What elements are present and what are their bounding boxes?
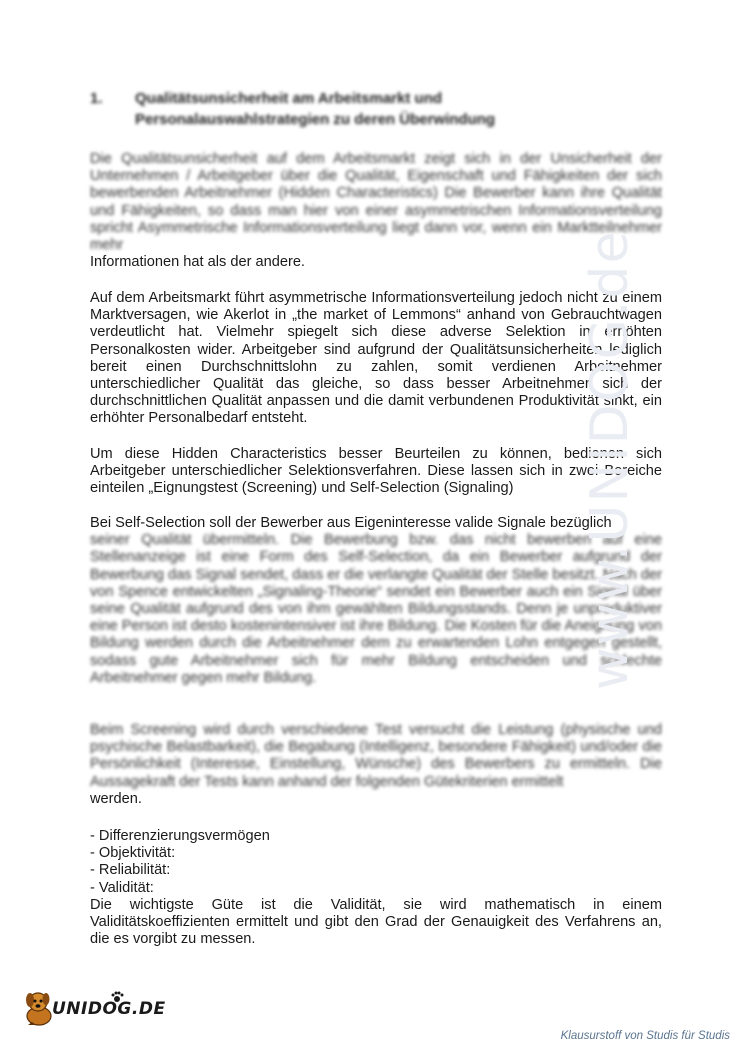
list-item: - Differenzierungsvermögen	[90, 828, 270, 844]
selektion-paragraph	[90, 446, 662, 498]
list-item: - Reliabilität:	[90, 862, 171, 879]
unidog-logo	[22, 988, 166, 1038]
self-selection-paragraph	[90, 515, 662, 687]
paragraph-text: Um diese Hidden Characteristics besser Beurteilen zu können, bedienen sich Arbeitgeber unterschiedlicher Selektionsverfahren. Diese lassen sich in zwei Bereiche einteilen „Eignungstest (Screening) und Self-Selection (Signaling)	[90, 446, 662, 497]
visible-text: werden.	[90, 790, 142, 807]
blurred-text: Beim Screening wird durch verschiedene Test versucht die Leistung (physische und psychische Belastbarkeit), die Begabung (Intelligenz, besondere Fähigkeit) und/oder die Persönlichkeit (Interesse, Einstellung, Wünsche) des Bewerbers zu ermitteln. Die Aussagekraft der Tests kann anhand der folgenden Gütekriterien ermittelt	[90, 722, 662, 790]
criteria-section	[90, 828, 662, 948]
list-item: - Validität:	[90, 879, 154, 896]
blurred-text: seiner Qualität übermitteln. Die Bewerbung bzw. das nicht bewerben auf eine Stellenanzeige ist eine Form des Self-Selection, da ein Bewerber aufgrund der Bewerbung das Signal sendet, dass er die verlangte Qualität der Stelle besitzt. Nach der von Spence entwickelten „Signaling-Theorie“ sendet ein Bewerber auch ein Signal über seine Qualität aufgrund des von ihm gewählten Bildungsstands. Denn je unproduktiver eine Person ist desto kostenintensiver ist ihre Bildung. Die Kosten für die Aneignung von Bildung werden durch die Arbeitnehmer dem zu erwartenden Lohn entgegen gestellt, sodass gute Arbeitnehmer sich für mehr Bildung entscheiden und schlechte Arbeitnehmer gegen mehr Bildung.	[90, 532, 662, 686]
paragraph-text: Auf dem Arbeitsmarkt führt asymmetrische Informationsverteilung jedoch nicht zu einem Marktversagen, wie Akerlot in „the market of Lemmons“ anhand von Gebrauchtwagen verdeutlicht hat. Vielmehr spiegelt sich diese adverse Selektion in erhöhten Personalkosten wider. Arbeitgeber sind aufgrund der Qualitätsunsicherheiten lediglich bereit einen Durchschnittslohn zu zahlen, somit verdienen Arbeitnehmer unterschiedlicher Qualität das gleiche, so dass besser Arbeitnehmer sich der durchschnittlichen Qualität anpassen und die damit verbundenen Produktivität sinkt, ein erhöhter Personalbedarf entsteht.	[90, 290, 662, 427]
screening-paragraph	[90, 722, 662, 808]
arbeitsmarkt-paragraph	[90, 290, 662, 428]
criteria-list	[90, 828, 662, 897]
dog-icon	[22, 988, 56, 1028]
list-item: - Objektivität:	[90, 845, 176, 862]
footer-note: Klausurstoff von Studis für Studis	[560, 1030, 730, 1042]
section-number: 1.	[90, 90, 103, 107]
intro-paragraph	[90, 151, 662, 271]
logo-text: UNIDOG.DE	[52, 999, 166, 1019]
visible-text: Bei Self-Selection soll der Bewerber aus Eigeninteresse valide Signale bezüglich	[90, 515, 612, 531]
conclusion-text: Die wichtigste Güte ist die Validität, sie wird mathematisch in einem Validitätskoeffizienten ermittelt und gibt den Grad der Genauigkeit des Verfahrens an, die es vorgibt zu messen.	[90, 896, 662, 948]
watermark: www.UNIDOG.de	[580, 229, 640, 690]
visible-text: Informationen hat als der andere.	[90, 254, 305, 271]
section-title: Qualitätsunsicherheit am Arbeitsmarkt und Personalauswahlstrategien zu deren Überwindung	[135, 90, 496, 128]
blurred-text: Die Qualitätsunsicherheit auf dem Arbeitsmarkt zeigt sich in der Unsicherheit der Unternehmen / Arbeitgeber über die Qualität, Eigenschaft und Fähigkeiten der sich bewerbenden Arbeitnehmer (Hidden Characteristics) Die Bewerber kann ihre Qualität und Fähigkeiten, so dass man hier von einer asymmetrischen Informationsverteilung spricht Asymmetrische Informationsverteilung liegt dann vor, wenn ein Marktteilnehmer mehr	[90, 151, 662, 254]
